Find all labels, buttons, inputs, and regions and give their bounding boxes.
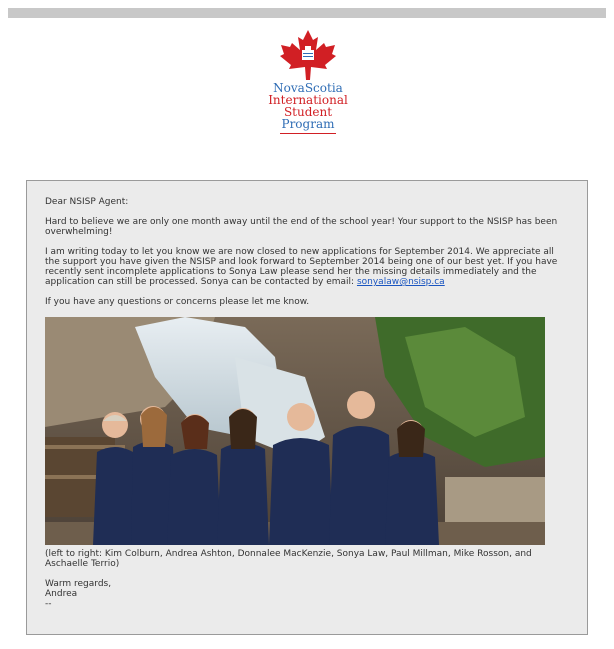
nsisp-logo <box>262 28 354 140</box>
logo-line-3: Student <box>283 105 333 119</box>
maple-leaf-icon <box>278 28 338 82</box>
paragraph-1: Hard to believe we are only one month away until the end of the school year! Your support to the NSISP has been overwhelming! <box>45 217 558 237</box>
logo-line-1: NovaScotia <box>273 81 343 95</box>
signature: Andrea <box>45 589 78 599</box>
greeting: Dear NSISP Agent: <box>45 197 129 207</box>
email-body <box>45 197 565 609</box>
logo-line-2: International <box>268 93 348 107</box>
top-bar <box>8 8 606 18</box>
paragraph-2-text: I am writing today to let you know we are now closed to new applications for September 2014. We appreciate all the support you have given the NSISP and look forward to September 2014 being one of our best yet. If you have recently sent incomplete applications to Sonya Law please send her the missing details immediately and the application can still be processed. Sonya can be contacted by email: <box>45 247 558 287</box>
email-panel <box>26 180 588 635</box>
photo-caption: (left to right: Kim Colburn, Andrea Ashton, Donnalee MacKenzie, Sonya Law, Paul Millman, Mike Rosson, and Aschaelle Terrio) <box>45 549 532 569</box>
signature-dashes: -- <box>45 599 52 609</box>
paragraph-2 <box>45 247 565 287</box>
email-link[interactable]: sonyalaw@nsisp.ca <box>356 277 445 287</box>
closing: Warm regards, <box>45 579 112 589</box>
paragraph-3: If you have any questions or concerns please let me know. <box>45 297 310 307</box>
logo-underline <box>280 133 336 134</box>
team-photo <box>45 317 545 545</box>
logo-line-4: Program <box>281 117 335 131</box>
